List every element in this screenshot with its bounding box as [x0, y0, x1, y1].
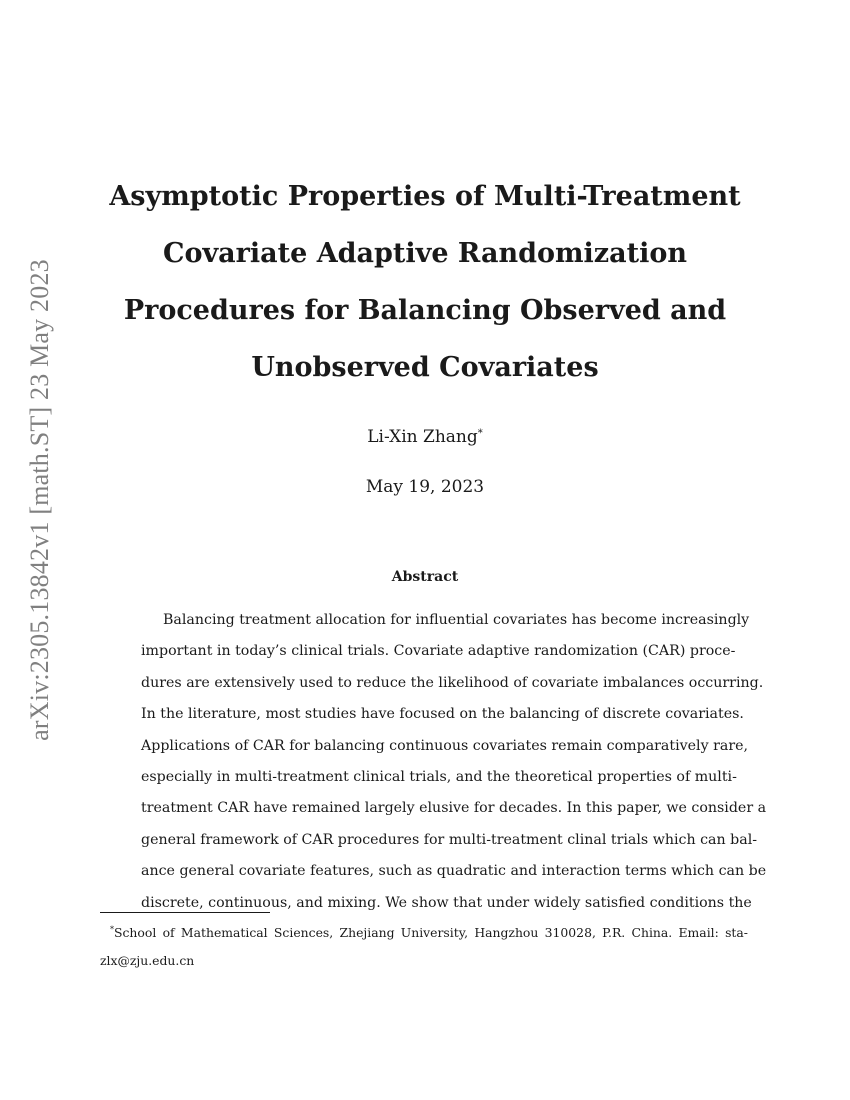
title-line: Asymptotic Properties of Multi-Treatment	[109, 181, 741, 212]
paper-date: May 19, 2023	[365, 477, 485, 497]
abstract-line: discrete, continuous, and mixing. We show that under widely satisfied conditions the	[141, 894, 752, 911]
abstract-line: ance general covariate features, such as quadratic and interaction terms which can be	[141, 863, 767, 880]
abstract-heading: Abstract	[391, 569, 459, 585]
footnote-divider	[100, 912, 270, 913]
author-name: Li-Xin Zhang	[367, 427, 478, 447]
abstract-line: treatment CAR have remained largely elusive for decades. In this paper, we consider a	[141, 800, 767, 817]
title-line: Procedures for Balancing Observed and	[123, 295, 727, 326]
abstract-line: important in today’s clinical trials. Covariate adaptive randomization (CAR) proce-	[141, 643, 736, 660]
abstract-line: especially in multi-treatment clinical trials, and the theoretical properties of multi-	[141, 769, 737, 786]
footnote-email: zlx@zju.edu.cn	[100, 953, 195, 968]
arxiv-identifier	[0, 0, 80, 1100]
author-footnote-marker: *	[477, 428, 483, 439]
paper-title	[100, 168, 750, 396]
abstract-line: Applications of CAR for balancing continuous covariates remain comparatively rare,	[141, 737, 749, 754]
title-line: Unobserved Covariates	[251, 352, 599, 383]
abstract-line: general framework of CAR procedures for multi-treatment clinal trials which can bal-	[141, 831, 758, 848]
footnote-marker: *	[110, 925, 114, 934]
footnote	[100, 916, 748, 975]
author	[100, 427, 750, 447]
abstract-line: Balancing treatment allocation for influential covariates has become increasingly	[163, 612, 750, 628]
footnote-line	[100, 916, 748, 947]
footnote-affiliation: School of Mathematical Sciences, Zhejiang University, Hangzhou 310028, P.R. China. Email: sta-	[114, 925, 748, 940]
arxiv-identifier-text: arXiv:2305.13842v1 [math.ST] 23 May 2023	[25, 259, 54, 741]
abstract-line: In the literature, most studies have focused on the balancing of discrete covariates.	[141, 706, 744, 723]
abstract-body	[141, 605, 767, 919]
title-line: Covariate Adaptive Randomization	[163, 238, 687, 269]
abstract-line: dures are extensively used to reduce the likelihood of covariate imbalances occurring.	[141, 674, 764, 691]
